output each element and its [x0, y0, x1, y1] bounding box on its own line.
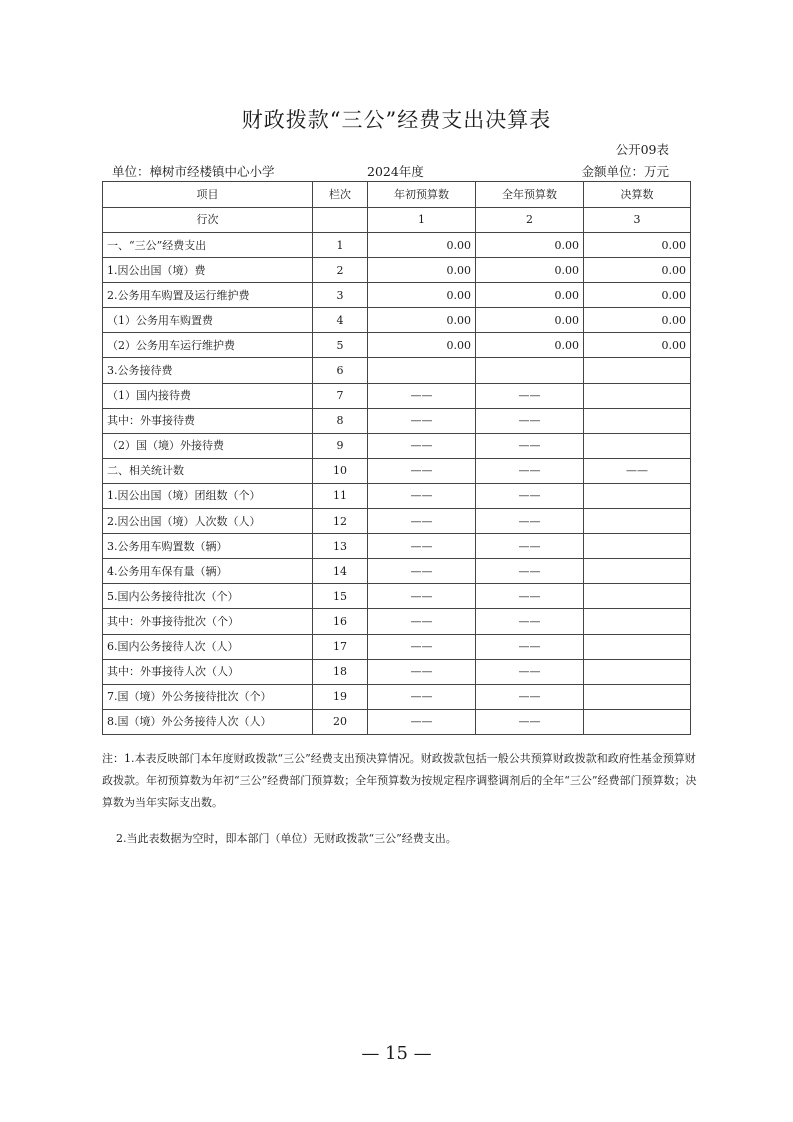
row-final-accounts	[584, 709, 691, 734]
table-row	[103, 684, 691, 709]
row-final-accounts	[584, 358, 691, 383]
row-initial-budget	[368, 358, 476, 383]
row-full-year-budget: ——	[476, 509, 584, 534]
row-column-number: 11	[313, 483, 368, 508]
expenditure-table	[102, 181, 691, 735]
row-full-year-budget: ——	[476, 634, 584, 659]
subheader-col	[313, 207, 368, 233]
row-item-label: 8.国（境）外公务接待人次（人）	[103, 709, 313, 734]
table-row	[103, 258, 691, 283]
table-row	[103, 433, 691, 458]
row-full-year-budget: ——	[476, 559, 584, 584]
row-column-number: 7	[313, 383, 368, 408]
table-row	[103, 283, 691, 308]
subheader-item: 行次	[103, 207, 313, 233]
row-column-number: 14	[313, 559, 368, 584]
table-row	[103, 559, 691, 584]
row-initial-budget: ——	[368, 709, 476, 734]
row-column-number: 13	[313, 534, 368, 559]
row-column-number: 9	[313, 433, 368, 458]
subheader-full: 2	[476, 207, 584, 233]
table-row	[103, 458, 691, 483]
row-full-year-budget: ——	[476, 684, 584, 709]
row-column-number: 12	[313, 509, 368, 534]
table-row	[103, 534, 691, 559]
row-full-year-budget: 0.00	[476, 283, 584, 308]
table-row	[103, 383, 691, 408]
row-column-number: 4	[313, 308, 368, 333]
row-item-label: 1.因公出国（境）费	[103, 258, 313, 283]
row-full-year-budget: ——	[476, 408, 584, 433]
header-item: 项目	[103, 182, 313, 208]
table-header-row	[103, 182, 691, 208]
row-initial-budget: 0.00	[368, 283, 476, 308]
row-full-year-budget: ——	[476, 534, 584, 559]
row-column-number: 20	[313, 709, 368, 734]
row-column-number: 19	[313, 684, 368, 709]
amount-unit-label: 金额单位：万元	[581, 164, 669, 179]
row-final-accounts	[584, 559, 691, 584]
row-column-number: 5	[313, 333, 368, 358]
row-final-accounts: 0.00	[584, 233, 691, 258]
row-final-accounts: 0.00	[584, 283, 691, 308]
table-body	[103, 233, 691, 735]
row-column-number: 2	[313, 258, 368, 283]
row-column-number: 15	[313, 584, 368, 609]
row-column-number: 10	[313, 458, 368, 483]
table-row	[103, 609, 691, 634]
table-row	[103, 358, 691, 383]
row-final-accounts	[584, 483, 691, 508]
row-initial-budget: 0.00	[368, 233, 476, 258]
subheader-initial: 1	[368, 207, 476, 233]
row-item-label: 7.国（境）外公务接待批次（个）	[103, 684, 313, 709]
row-item-label: 其中：外事接待费	[103, 408, 313, 433]
row-initial-budget: ——	[368, 383, 476, 408]
row-item-label: 一、“三公”经费支出	[103, 233, 313, 258]
table-row	[103, 709, 691, 734]
header-final-accounts: 决算数	[584, 182, 691, 208]
row-column-number: 3	[313, 283, 368, 308]
row-final-accounts	[584, 609, 691, 634]
row-initial-budget: ——	[368, 634, 476, 659]
table-row	[103, 233, 691, 258]
row-item-label: 3.公务用车购置数（辆）	[103, 534, 313, 559]
row-initial-budget: ——	[368, 559, 476, 584]
row-initial-budget: 0.00	[368, 333, 476, 358]
header-full-year-budget: 全年预算数	[476, 182, 584, 208]
row-full-year-budget: ——	[476, 483, 584, 508]
row-initial-budget: ——	[368, 509, 476, 534]
table-row	[103, 308, 691, 333]
row-item-label: 1.因公出国（境）团组数（个）	[103, 483, 313, 508]
row-final-accounts	[584, 534, 691, 559]
row-initial-budget: ——	[368, 584, 476, 609]
row-final-accounts	[584, 634, 691, 659]
row-initial-budget: ——	[368, 433, 476, 458]
row-final-accounts: 0.00	[584, 258, 691, 283]
row-item-label: 5.国内公务接待批次（个）	[103, 584, 313, 609]
row-final-accounts: 0.00	[584, 333, 691, 358]
row-item-label: 6.国内公务接待人次（人）	[103, 634, 313, 659]
row-item-label: 其中：外事接待人次（人）	[103, 659, 313, 684]
row-full-year-budget: ——	[476, 458, 584, 483]
table-row	[103, 333, 691, 358]
row-item-label: （1）公务用车购置费	[103, 308, 313, 333]
row-full-year-budget: 0.00	[476, 233, 584, 258]
row-item-label: 其中：外事接待批次（个）	[103, 609, 313, 634]
row-full-year-budget: ——	[476, 433, 584, 458]
row-column-number: 1	[313, 233, 368, 258]
header-initial-budget: 年初预算数	[368, 182, 476, 208]
note-2: 2.当此表数据为空时，即本部门（单位）无财政拨款“三公”经费支出。	[116, 832, 457, 845]
row-full-year-budget: ——	[476, 709, 584, 734]
row-full-year-budget: ——	[476, 609, 584, 634]
row-initial-budget: 0.00	[368, 258, 476, 283]
row-final-accounts	[584, 659, 691, 684]
table-row	[103, 483, 691, 508]
table-row	[103, 584, 691, 609]
row-initial-budget: ——	[368, 534, 476, 559]
row-full-year-budget: 0.00	[476, 333, 584, 358]
row-final-accounts	[584, 383, 691, 408]
row-initial-budget: ——	[368, 483, 476, 508]
row-final-accounts	[584, 509, 691, 534]
table-row	[103, 509, 691, 534]
row-column-number: 18	[313, 659, 368, 684]
row-final-accounts: ——	[584, 458, 691, 483]
page-number: — 15 —	[361, 1043, 432, 1064]
row-final-accounts	[584, 584, 691, 609]
row-full-year-budget: 0.00	[476, 258, 584, 283]
row-column-number: 17	[313, 634, 368, 659]
row-item-label: （2）国（境）外接待费	[103, 433, 313, 458]
subheader-final: 3	[584, 207, 691, 233]
row-full-year-budget	[476, 358, 584, 383]
row-full-year-budget: 0.00	[476, 308, 584, 333]
row-initial-budget: ——	[368, 408, 476, 433]
row-item-label: （2）公务用车运行维护费	[103, 333, 313, 358]
notes-section	[102, 748, 697, 850]
row-initial-budget: ——	[368, 659, 476, 684]
row-item-label: 2.公务用车购置及运行维护费	[103, 283, 313, 308]
unit-label: 单位：樟树市经楼镇中心小学	[112, 164, 275, 179]
form-number: 公开09表	[615, 142, 669, 157]
row-column-number: 8	[313, 408, 368, 433]
row-item-label: （1）国内接待费	[103, 383, 313, 408]
row-full-year-budget: ——	[476, 584, 584, 609]
row-initial-budget: ——	[368, 684, 476, 709]
row-item-label: 二、相关统计数	[103, 458, 313, 483]
row-final-accounts	[584, 684, 691, 709]
row-initial-budget: ——	[368, 609, 476, 634]
row-initial-budget: ——	[368, 458, 476, 483]
row-initial-budget: 0.00	[368, 308, 476, 333]
row-full-year-budget: ——	[476, 659, 584, 684]
table-subheader-row	[103, 207, 691, 233]
row-item-label: 2.因公出国（境）人次数（人）	[103, 509, 313, 534]
row-final-accounts	[584, 408, 691, 433]
table-row	[103, 634, 691, 659]
row-item-label: 3.公务接待费	[103, 358, 313, 383]
table-row	[103, 408, 691, 433]
header-col: 栏次	[313, 182, 368, 208]
row-final-accounts	[584, 433, 691, 458]
row-item-label: 4.公务用车保有量（辆）	[103, 559, 313, 584]
page-title: 财政拨款“三公”经费支出决算表	[241, 108, 552, 132]
row-full-year-budget: ——	[476, 383, 584, 408]
row-column-number: 16	[313, 609, 368, 634]
table-row	[103, 659, 691, 684]
row-final-accounts: 0.00	[584, 308, 691, 333]
note-1: 注：1.本表反映部门本年度财政拨款“三公”经费支出预决算情况。财政拨款包括一般公共预算财政拨款和政府性基金预算财政拨款。年初预算数为年初“三公”经费部门预算数；全年预算数为按规定程序调整调剂后的全年“三公”经费部门预算数；决算数为当年实际支出数。	[102, 752, 697, 809]
year-label: 2024年度	[367, 164, 424, 179]
row-column-number: 6	[313, 358, 368, 383]
